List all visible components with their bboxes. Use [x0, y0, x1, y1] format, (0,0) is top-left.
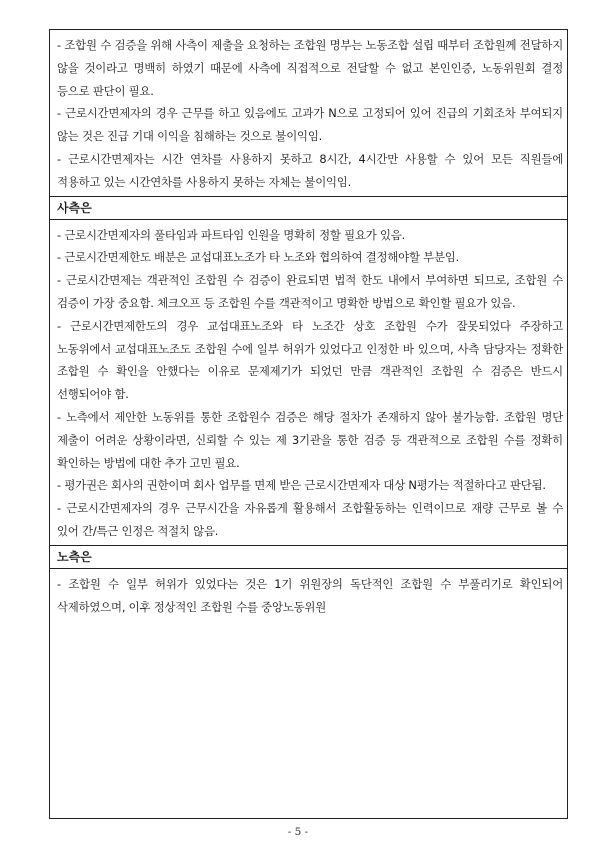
union-arguments-continued — [50, 30, 567, 196]
company-arguments — [50, 220, 567, 545]
paragraph: - 평가권은 회사의 권한이며 회사 업무를 면제 받은 근로시간면제자 대상 N평가는 적절하다고 판단됨. — [57, 478, 546, 493]
paragraph: - 근로시간면제는 객관적인 조합원 수 검증이 완료되면 법적 한도 내에서 부여하면 되므로, 조합원 수 검증이 가장 중요함. 체크오프 등 조합원 수를 객관적이고 명확한 방법으로 확인할 필요가 있음. — [57, 273, 563, 310]
paragraph: - 근로시간면제한도 배분은 교섭대표노조가 타 노조와 협의하여 결정해야할 부분임. — [57, 250, 460, 265]
paragraph: - 조합원 수 검증을 위해 사측이 제출을 요청하는 조합원 명부는 노동조합 설립 때부터 조합원께 전달하지 않을 것이라고 명백히 하였기 때문에 사측에 직접적으로 전달할 수 없고 본인인증, 노동위원회 결정 등으로 판단이 필요. — [57, 38, 563, 98]
paragraph: - 근로시간면제자의 경우 근무를 하고 있음에도 고과가 N으로 고정되어 있어 진급의 기회조차 부여되지 않는 것은 진급 기대 이익을 침해하는 것으로 불이익임. — [57, 106, 563, 144]
paragraph: - 근로시간면제자의 경우 근무시간을 자유롭게 활용해서 조합활동하는 인력이므로 재량 근무로 볼 수 있어 간/특근 인정은 적절치 않음. — [57, 501, 563, 538]
paragraph: - 조합원 수 일부 허위가 있었다는 것은 1기 위원장의 독단적인 조합원 수 부풀리기로 확인되어 삭제하였으며, 이후 정상적인 조합원 수를 중앙노동위원 — [57, 576, 563, 614]
paragraph: - 근로시간면제한도의 경우 교섭대표노조와 타 노조간 상호 조합원 수가 잘못되었다 주장하고 노동위에서 교섭대표노조도 조합원 수에 일부 허위가 있었다고 인정한 바 있으며, 사측 담당자는 정확한 조합원 수 확인을 안했다는 이유로 문제제기가 되었던 만큼 객관적인 조합원 수 검증은 반드시 선행되어야 함. — [57, 318, 563, 402]
page-number: - 5 - — [287, 826, 309, 838]
paragraph: - 근로시간면제자는 시간 연차를 사용하지 못하고 8시간, 4시간만 사용할 수 있어 모든 직원들에 적용하고 있는 시간연차를 사용하지 못하는 자체는 불이익임. — [57, 151, 563, 189]
union-arguments — [50, 569, 567, 621]
section-heading-union: 노측은 — [50, 545, 567, 569]
section-heading-company: 사측은 — [50, 196, 567, 220]
paragraph: - 근로시간면제자의 풀타임과 파트타임 인원을 명확히 정할 필요가 있음. — [57, 227, 405, 242]
paragraph: - 노측에서 제안한 노동위를 통한 조합원수 검증은 해당 절차가 존재하지 않아 불가능함. 조합원 명단 제출이 어려운 상황이라면, 신뢰할 수 있는 제 3기관을 통한 검증 등 객관적으로 조합원 수를 정확히 확인하는 방법에 대한 추가 고민 필요. — [57, 409, 563, 470]
document-table — [49, 29, 568, 819]
